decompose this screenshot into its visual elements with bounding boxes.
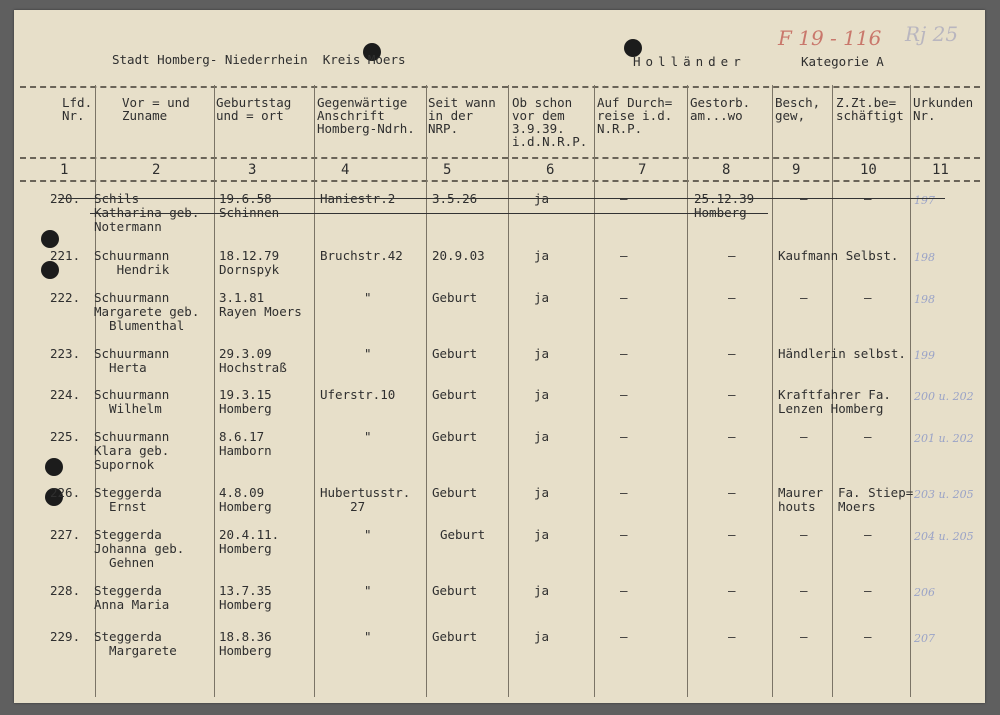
col-number: 10 xyxy=(860,162,877,178)
name-cell: Schuurmann Wilhelm xyxy=(94,387,170,416)
col-header-name: Vor = und Zuname xyxy=(122,95,190,123)
row-number: 224. xyxy=(50,387,81,402)
birth-cell: 20.4.11. Homberg xyxy=(219,527,280,556)
col-header-lfd-nr: Lfd. Nr. xyxy=(62,95,93,123)
before-cell: ja xyxy=(534,629,550,644)
name-cell: Schils Katharina geb. Notermann xyxy=(94,191,200,234)
col-header-since: Seit wann in der NRP. xyxy=(428,95,496,136)
address-cell: " xyxy=(364,290,372,305)
since-cell: Geburt xyxy=(432,583,478,598)
col-header-died: Gestorb. am...wo xyxy=(690,95,751,123)
birth-cell: 19.6.58 Schinnen xyxy=(219,191,280,220)
document-number-cell: 206 xyxy=(914,586,935,599)
birth-cell: 13.7.35 Homberg xyxy=(219,583,272,612)
transit-cell: — xyxy=(620,387,628,402)
col-number: 9 xyxy=(792,162,801,178)
since-cell: 20.9.03 xyxy=(432,248,485,263)
since-cell: 3.5.26 xyxy=(432,191,478,206)
died-cell: — xyxy=(728,290,736,305)
col-number: 1 xyxy=(60,162,69,178)
before-cell: ja xyxy=(534,290,550,305)
punch-hole xyxy=(45,458,63,476)
birth-cell: 4.8.09 Homberg xyxy=(219,485,272,514)
before-cell: ja xyxy=(534,248,550,263)
transit-cell: — xyxy=(620,191,628,206)
died-cell: — xyxy=(728,387,736,402)
job-cell: — xyxy=(800,191,808,206)
name-cell: Schuurmann Hendrik xyxy=(94,248,170,277)
address-cell: Haniestr.2 xyxy=(320,191,396,206)
birth-cell: 18.12.79 Dornspyk xyxy=(219,248,280,277)
transit-cell: — xyxy=(620,527,628,542)
name-cell: Steggerda Anna Maria xyxy=(94,583,170,612)
address-cell: Hubertusstr. 27 xyxy=(320,485,411,514)
name-cell: Steggerda Johanna geb. Gehnen xyxy=(94,527,185,570)
row-number: 227. xyxy=(50,527,81,542)
job-cell: Kaufmann Selbst. xyxy=(778,248,899,263)
before-cell: ja xyxy=(534,583,550,598)
document-number-cell: 198 xyxy=(914,251,935,264)
since-cell: Geburt xyxy=(432,290,478,305)
employed-cell: — xyxy=(864,583,872,598)
address-cell: " xyxy=(364,429,372,444)
job-cell: — xyxy=(800,290,808,305)
column-divider xyxy=(214,85,215,697)
name-cell: Schuurmann Klara geb. Supornok xyxy=(94,429,170,472)
punch-hole xyxy=(41,261,59,279)
transit-cell: — xyxy=(620,290,628,305)
job-cell: — xyxy=(800,527,808,542)
name-cell: Schuurmann Herta xyxy=(94,346,170,375)
col-header-documents: Urkunden Nr. xyxy=(913,95,974,123)
col-header-birth: Geburtstag und = ort xyxy=(216,95,292,123)
column-divider xyxy=(508,85,509,697)
row-number: 225. xyxy=(50,429,81,444)
job-cell: — xyxy=(800,429,808,444)
transit-cell: — xyxy=(620,629,628,644)
initials-mark: Rj 25 xyxy=(905,22,959,46)
birth-cell: 8.6.17 Hamborn xyxy=(219,429,272,458)
col-number: 4 xyxy=(341,162,350,178)
document-number-cell: 207 xyxy=(914,632,935,645)
document-number-cell: 201 u. 202 xyxy=(914,432,974,445)
died-cell: — xyxy=(728,429,736,444)
col-number: 8 xyxy=(722,162,731,178)
name-cell: Schuurmann Margarete geb. Blumenthal xyxy=(94,290,200,333)
died-cell: 25.12.39 Homberg xyxy=(694,191,755,220)
column-divider xyxy=(594,85,595,697)
name-cell: Steggerda Margarete xyxy=(94,629,177,658)
since-cell: Geburt xyxy=(440,527,486,542)
col-header-job: Besch, gew, xyxy=(775,95,821,123)
name-cell: Steggerda Ernst xyxy=(94,485,162,514)
employed-cell: Fa. Stiep= Moers xyxy=(838,485,914,514)
row-number: 223. xyxy=(50,346,81,361)
job-cell: — xyxy=(800,583,808,598)
employed-cell: — xyxy=(864,290,872,305)
category-heading: Kategorie A xyxy=(801,54,884,69)
row-number: 226. xyxy=(50,485,81,500)
employed-cell: — xyxy=(864,629,872,644)
transit-cell: — xyxy=(620,583,628,598)
strike-through-line xyxy=(90,213,768,214)
employed-cell: — xyxy=(864,429,872,444)
died-cell: — xyxy=(728,346,736,361)
since-cell: Geburt xyxy=(432,387,478,402)
employed-cell: — xyxy=(864,191,872,206)
job-cell: Maurer houts xyxy=(778,485,824,514)
archive-mark: F 19 - 116 xyxy=(778,26,882,50)
column-divider xyxy=(314,85,315,697)
nationality-heading: Holländer xyxy=(633,54,746,69)
since-cell: Geburt xyxy=(432,429,478,444)
column-divider xyxy=(687,85,688,697)
since-cell: Geburt xyxy=(432,485,478,500)
colnum-bottom-rule xyxy=(20,180,980,182)
column-divider xyxy=(426,85,427,697)
row-number: 220. xyxy=(50,191,81,206)
row-number: 222. xyxy=(50,290,81,305)
address-cell: " xyxy=(364,346,372,361)
col-header-employed: Z.Zt.be= schäftigt xyxy=(836,95,904,123)
address-cell: " xyxy=(364,527,372,542)
col-number: 5 xyxy=(443,162,452,178)
row-number: 221. xyxy=(50,248,81,263)
city-line: Stadt Homberg- Niederrhein Kreis Moers xyxy=(112,52,406,67)
col-number: 3 xyxy=(248,162,257,178)
died-cell: — xyxy=(728,527,736,542)
strike-through-line xyxy=(58,198,945,199)
job-cell: Kraftfahrer Fa. Lenzen Homberg xyxy=(778,387,891,416)
since-cell: Geburt xyxy=(432,629,478,644)
before-cell: ja xyxy=(534,387,550,402)
address-cell: Bruchstr.42 xyxy=(320,248,403,263)
address-cell: " xyxy=(364,629,372,644)
transit-cell: — xyxy=(620,429,628,444)
table-top-rule xyxy=(20,86,980,88)
document-number-cell: 200 u. 202 xyxy=(914,390,974,403)
document-number-cell: 199 xyxy=(914,349,935,362)
before-cell: ja xyxy=(534,485,550,500)
died-cell: — xyxy=(728,583,736,598)
before-cell: ja xyxy=(534,191,550,206)
col-number: 6 xyxy=(546,162,555,178)
employed-cell: — xyxy=(864,527,872,542)
col-header-before: Ob schon vor dem 3.9.39. i.d.N.R.P. xyxy=(512,95,588,149)
died-cell: — xyxy=(728,248,736,263)
transit-cell: — xyxy=(620,485,628,500)
job-cell: Händlerin selbst. xyxy=(778,346,906,361)
since-cell: Geburt xyxy=(432,346,478,361)
document-number-cell: 204 u. 205 xyxy=(914,530,974,543)
before-cell: ja xyxy=(534,429,550,444)
col-header-transit: Auf Durch= reise i.d. N.R.P. xyxy=(597,95,673,136)
address-cell: " xyxy=(364,583,372,598)
died-cell: — xyxy=(728,485,736,500)
birth-cell: 19.3.15 Homberg xyxy=(219,387,272,416)
row-number: 229. xyxy=(50,629,81,644)
row-number: 228. xyxy=(50,583,81,598)
col-number: 2 xyxy=(152,162,161,178)
birth-cell: 18.8.36 Homberg xyxy=(219,629,272,658)
document-number-cell: 198 xyxy=(914,293,935,306)
document-number-cell: 197 xyxy=(914,194,935,207)
job-cell: — xyxy=(800,629,808,644)
transit-cell: — xyxy=(620,346,628,361)
header-bottom-rule xyxy=(20,157,980,159)
col-header-address: Gegenwärtige Anschrift Homberg-Ndrh. xyxy=(317,95,415,136)
birth-cell: 3.1.81 Rayen Moers xyxy=(219,290,302,319)
before-cell: ja xyxy=(534,527,550,542)
address-cell: Uferstr.10 xyxy=(320,387,396,402)
col-number: 11 xyxy=(932,162,949,178)
died-cell: — xyxy=(728,629,736,644)
birth-cell: 29.3.09 Hochstraß xyxy=(219,346,287,375)
before-cell: ja xyxy=(534,346,550,361)
col-number: 7 xyxy=(638,162,647,178)
transit-cell: — xyxy=(620,248,628,263)
column-divider xyxy=(910,85,911,697)
punch-hole xyxy=(41,230,59,248)
column-divider xyxy=(772,85,773,697)
document-number-cell: 203 u. 205 xyxy=(914,488,974,501)
